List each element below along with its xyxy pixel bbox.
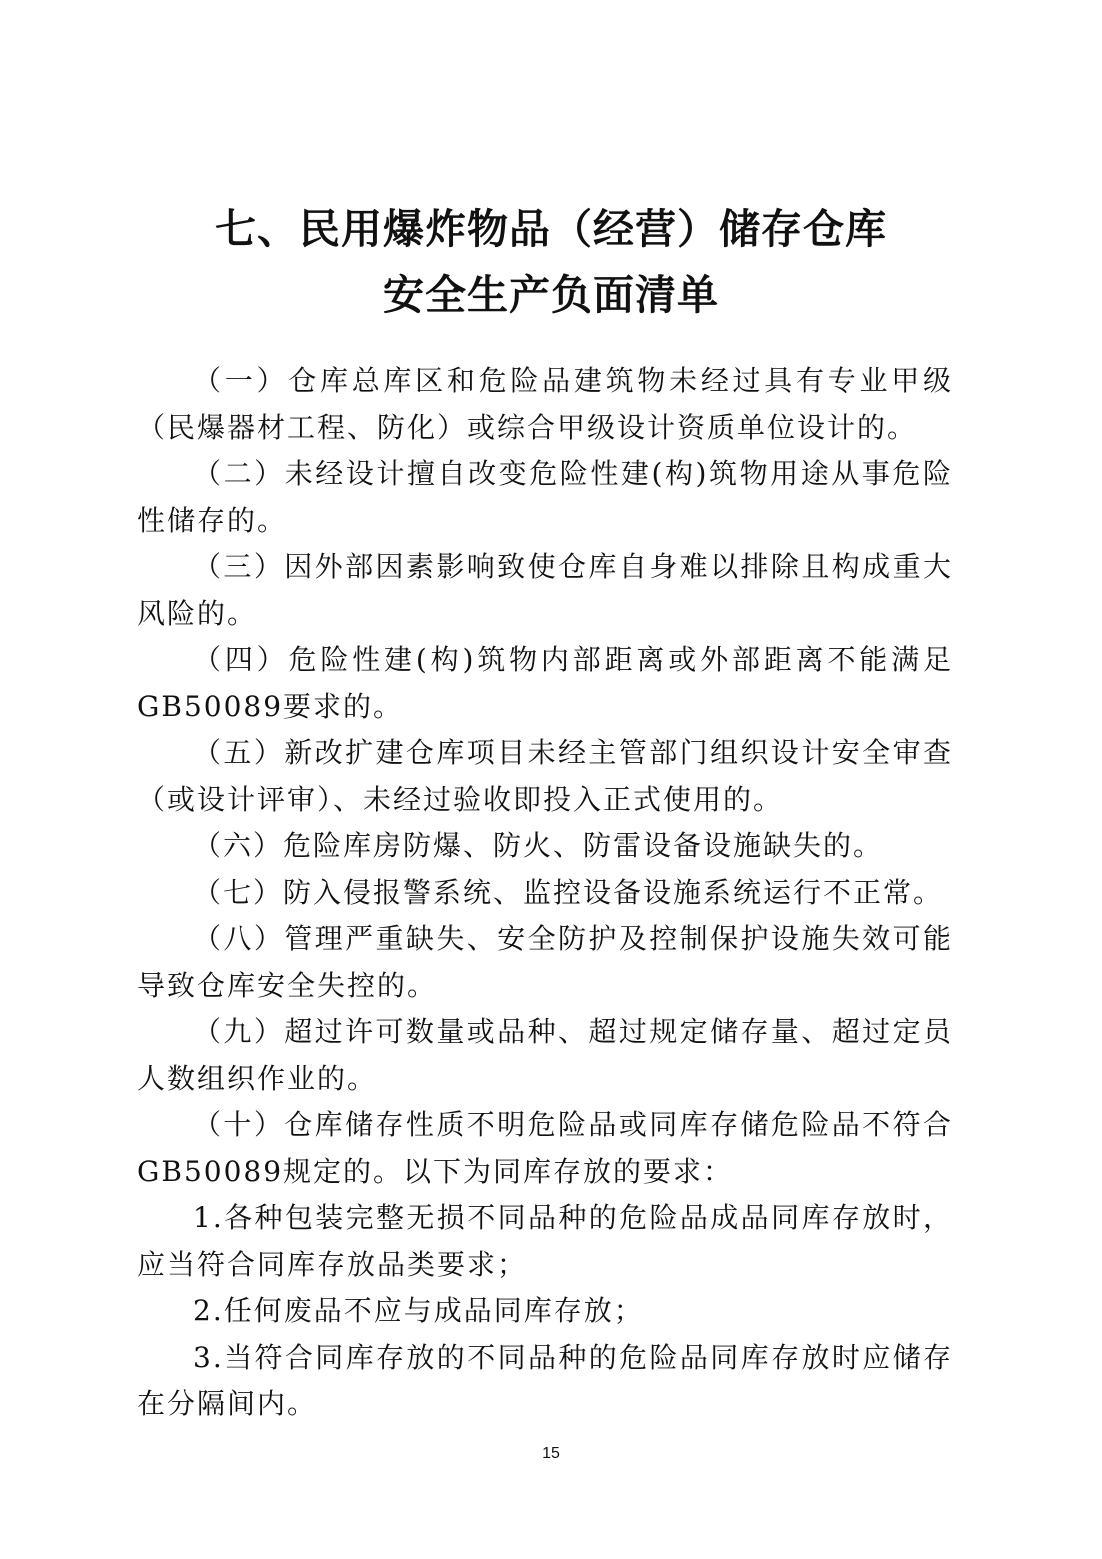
page-number: 15 [542, 1445, 560, 1462]
paragraph-10: （十）仓库储存性质不明危险品或同库存储危险品不符合GB50089规定的。以下为同库存放的要求： [137, 1108, 953, 1188]
paragraph-2: （二）未经设计擅自改变危险性建(构)筑物用途从事危险性储存的。 [137, 457, 953, 537]
paragraph-6: （六）危险库房防爆、防火、防雷设备设施缺失的。 [193, 829, 884, 862]
sub-item-3: 3.当符合同库存放的不同品种的危险品同库存放时应储存在分隔间内。 [137, 1340, 953, 1420]
title-line-2: 安全生产负面清单 [383, 271, 719, 319]
paragraph-7: （七）防入侵报警系统、监控设备设施系统运行不正常。 [193, 875, 944, 909]
paragraph-3: （三）因外部因素影响致使仓库自身难以排除且构成重大风险的。 [137, 550, 953, 630]
paragraph-8: （八）管理严重缺失、安全防护及控制保护设施失效可能导致仓库安全失控的。 [137, 922, 953, 1002]
title-line-1: 七、民用爆炸物品（经营）储存仓库 [215, 205, 887, 253]
sub-item-1: 1.各种包装完整无损不同品种的危险品成品同库存放时，应当符合同库存放品类要求； [137, 1201, 953, 1281]
paragraph-9: （九）超过许可数量或品种、超过规定储存量、超过定员人数组织作业的。 [137, 1015, 953, 1095]
paragraph-4: （四）危险性建(构)筑物内部距离或外部距离不能满足GB50089要求的。 [137, 643, 953, 723]
paragraph-1: （一）仓库总库区和危险品建筑物未经过具有专业甲级（民爆器材工程、防化）或综合甲级设计资质单位设计的。 [137, 364, 953, 444]
sub-item-2: 2.任何废品不应与成品同库存放； [193, 1294, 644, 1327]
body-text [137, 358, 953, 1428]
paragraph-5: （五）新改扩建仓库项目未经主管部门组织设计安全审查（或设计评审）、未经过验收即投入正式使用的。 [137, 736, 953, 816]
page-title [0, 196, 1102, 328]
